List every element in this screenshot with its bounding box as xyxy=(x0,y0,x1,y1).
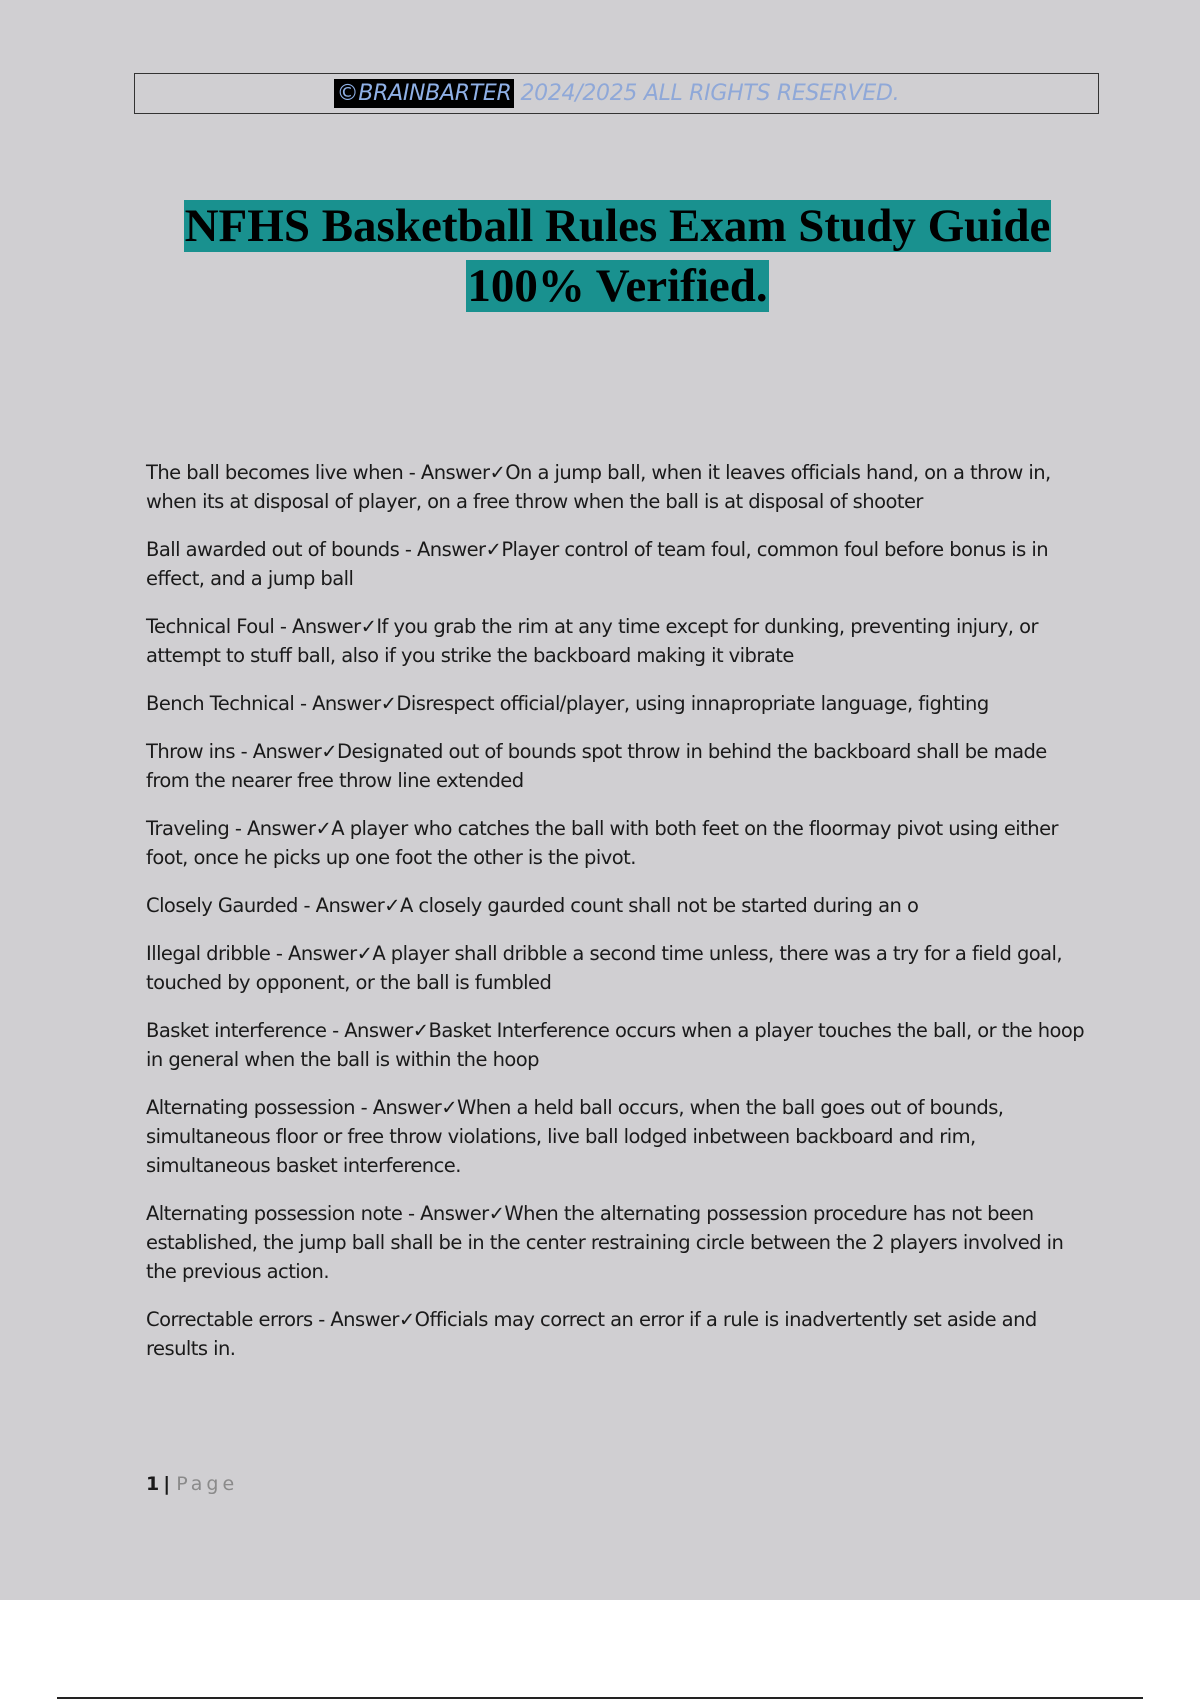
bottom-divider xyxy=(57,1697,1143,1699)
title-line-1: NFHS Basketball Rules Exam Study Guide xyxy=(184,200,1051,252)
qa-entry: Correctable errors - Answer✓Officials may correct an error if a rule is inadvertently set aside and results in. xyxy=(146,1308,1037,1360)
qa-entry: Basket interference - Answer✓Basket Interference occurs when a player touches the ball, or the hoop in general when the ball is within the hoop xyxy=(146,1019,1085,1071)
qa-entry: Bench Technical - Answer✓Disrespect official/player, using innapropriate language, fighting xyxy=(146,692,989,715)
qa-entry: Technical Foul - Answer✓If you grab the rim at any time except for dunking, preventing injury, or attempt to stuff ball, also if you strike the backboard making it vibrate xyxy=(146,615,1038,667)
page-label: Page xyxy=(176,1473,239,1495)
footer-separator: | xyxy=(163,1473,171,1495)
title-line-2: 100% Verified. xyxy=(467,260,768,312)
qa-entry: Throw ins - Answer✓Designated out of bounds spot throw in behind the backboard shall be made from the nearer free throw line extended xyxy=(146,740,1047,792)
qa-entry: The ball becomes live when - Answer✓On a jump ball, when it leaves officials hand, on a throw in, when its at disposal of player, on a free throw when the ball is at disposal of shooter xyxy=(146,461,1051,513)
qa-entry: Closely Gaurded - Answer✓A closely gaurded count shall not be started during an o xyxy=(146,894,919,917)
qa-entry: Alternating possession - Answer✓When a held ball occurs, when the ball goes out of bounds, simultaneous floor or free throw violations, live ball lodged inbetween backboard and rim, simultaneous basket interference. xyxy=(146,1096,1004,1177)
page-number: 1 xyxy=(146,1473,160,1495)
qa-entry: Ball awarded out of bounds - Answer✓Player control of team foul, common foul before bonus is in effect, and a jump ball xyxy=(146,538,1049,590)
document-title xyxy=(0,196,1200,316)
brand-label: ©BRAINBARTER xyxy=(334,79,515,108)
qa-entry: Traveling - Answer✓A player who catches the ball with both feet on the floormay pivot using either foot, once he picks up one foot the other is the pivot. xyxy=(146,817,1058,869)
qa-entry: Alternating possession note - Answer✓When the alternating possession procedure has not been established, the jump ball shall be in the center restraining circle between the 2 players involved in the previous action. xyxy=(146,1202,1064,1283)
page-footer xyxy=(146,1473,238,1495)
rights-label: 2024/2025 ALL RIGHTS RESERVED. xyxy=(520,81,900,106)
copyright-header xyxy=(134,73,1099,114)
qa-list xyxy=(146,458,1091,1382)
qa-entry: Illegal dribble - Answer✓A player shall dribble a second time unless, there was a try for a field goal, touched by opponent, or the ball is fumbled xyxy=(146,942,1063,994)
